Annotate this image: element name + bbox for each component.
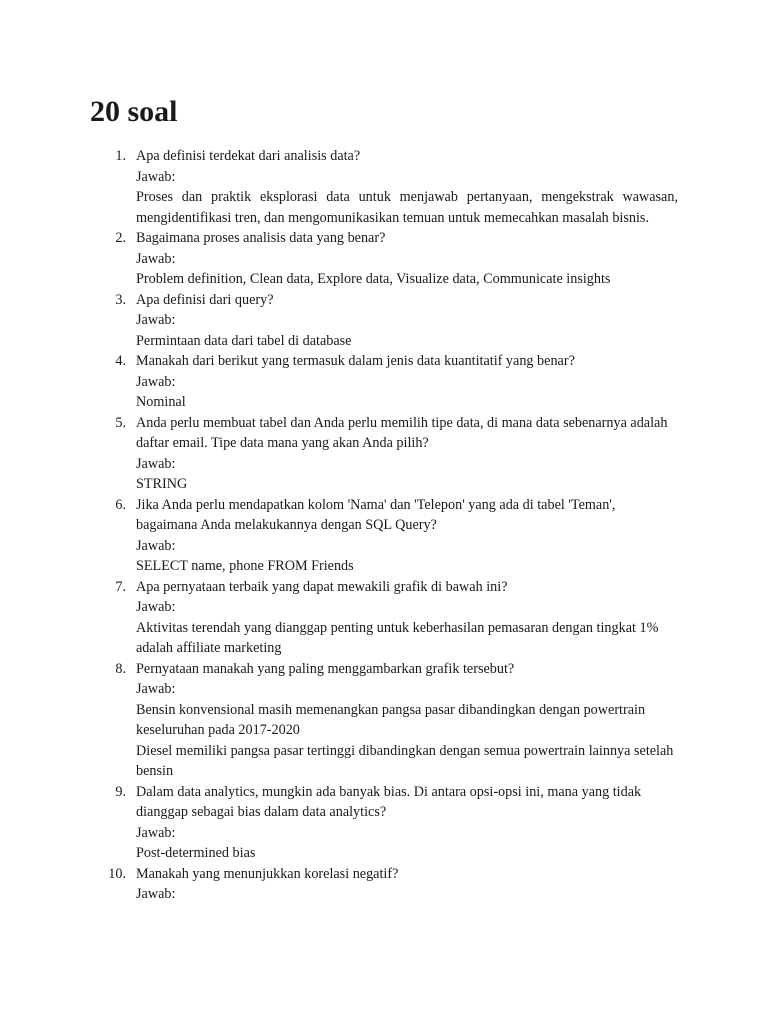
answer-label: Jawab: [136, 886, 176, 902]
question-number: 4. [115, 353, 126, 369]
answer-text: Proses dan praktik eksplorasi data untuk menjawab pertanyaan, mengekstrak wawasan, mengidentifikasi tren, dan mengomunikasikan temuan untuk memecahkan masalah bisnis. [136, 189, 678, 226]
question-text: Pernyataan manakah yang paling menggambarkan grafik tersebut? [136, 660, 515, 677]
answer-label: Jawab: [136, 373, 176, 390]
question-number: 5. [115, 414, 126, 431]
question-text: Bagaimana proses analisis data yang benar? [136, 230, 386, 246]
question-text: Jika Anda perlu mendapatkan kolom 'Nama' dan 'Telepon' yang ada di tabel 'Teman', bagaimana Anda melakukannya dengan SQL Query? [136, 496, 616, 533]
answer-text: Post-determined bias [136, 845, 256, 861]
question-item-10 [90, 864, 678, 905]
question-text: Apa pernyataan terbaik yang dapat mewakili grafik di bawah ini? [136, 578, 508, 595]
answer-text: Nominal [136, 394, 186, 410]
answer-text: Aktivitas terendah yang dianggap penting untuk keberhasilan pemasaran dengan tingkat 1% adalah affiliate marketing [136, 619, 659, 656]
page-title: 20 soal [90, 95, 178, 128]
question-number: 3. [115, 291, 126, 308]
question-text: Dalam data analytics, mungkin ada banyak bias. Di antara opsi-opsi ini, mana yang tidak dianggap sebagai bias dalam data analytics? [136, 783, 642, 820]
question-number: 9. [115, 783, 126, 800]
answer-label: Jawab: [136, 168, 176, 185]
answer-label: Jawab: [136, 455, 176, 472]
question-number: 8. [115, 660, 126, 677]
question-item-5 [90, 413, 678, 495]
question-item-2 [90, 228, 678, 290]
answer-label: Jawab: [136, 681, 176, 697]
question-number: 2. [115, 230, 126, 246]
question-text: Manakah dari berikut yang termasuk dalam jenis data kuantitatif yang benar? [136, 353, 575, 369]
question-list [90, 146, 678, 905]
answer-label: Jawab: [136, 824, 176, 841]
question-item-4 [90, 351, 678, 413]
answer-text: Permintaan data dari tabel di database [136, 332, 352, 349]
answer-text: STRING [136, 476, 188, 492]
question-number: 10. [108, 865, 126, 882]
question-text: Apa definisi terdekat dari analisis data? [136, 148, 361, 164]
question-text: Manakah yang menunjukkan korelasi negatif? [136, 865, 399, 882]
answer-text: SELECT name, phone FROM Friends [136, 558, 354, 574]
question-item-7 [90, 577, 678, 659]
question-item-9 [90, 782, 678, 864]
answer-label: Jawab: [136, 537, 176, 554]
answer-text: Bensin konvensional masih memenangkan pangsa pasar dibandingkan dengan powertrain keseluruhan pada 2017-2020 [136, 701, 646, 738]
question-text: Apa definisi dari query? [136, 291, 274, 308]
answer-text: Problem definition, Clean data, Explore data, Visualize data, Communicate insights [136, 271, 611, 287]
answer-label: Jawab: [136, 250, 176, 267]
question-number: 7. [115, 578, 126, 595]
answer-text: Diesel memiliki pangsa pasar tertinggi dibandingkan dengan semua powertrain lainnya setelah bensin [136, 742, 674, 779]
question-item-3 [90, 290, 678, 352]
question-number: 1. [115, 148, 126, 164]
question-item-8 [90, 659, 678, 782]
question-item-6 [90, 495, 678, 577]
question-item-1 [90, 146, 678, 228]
question-text: Anda perlu membuat tabel dan Anda perlu memilih tipe data, di mana data sebenarnya adalah daftar email. Tipe data mana yang akan Anda pilih? [136, 414, 668, 451]
question-number: 6. [115, 496, 126, 513]
answer-label: Jawab: [136, 599, 176, 615]
answer-label: Jawab: [136, 312, 176, 328]
